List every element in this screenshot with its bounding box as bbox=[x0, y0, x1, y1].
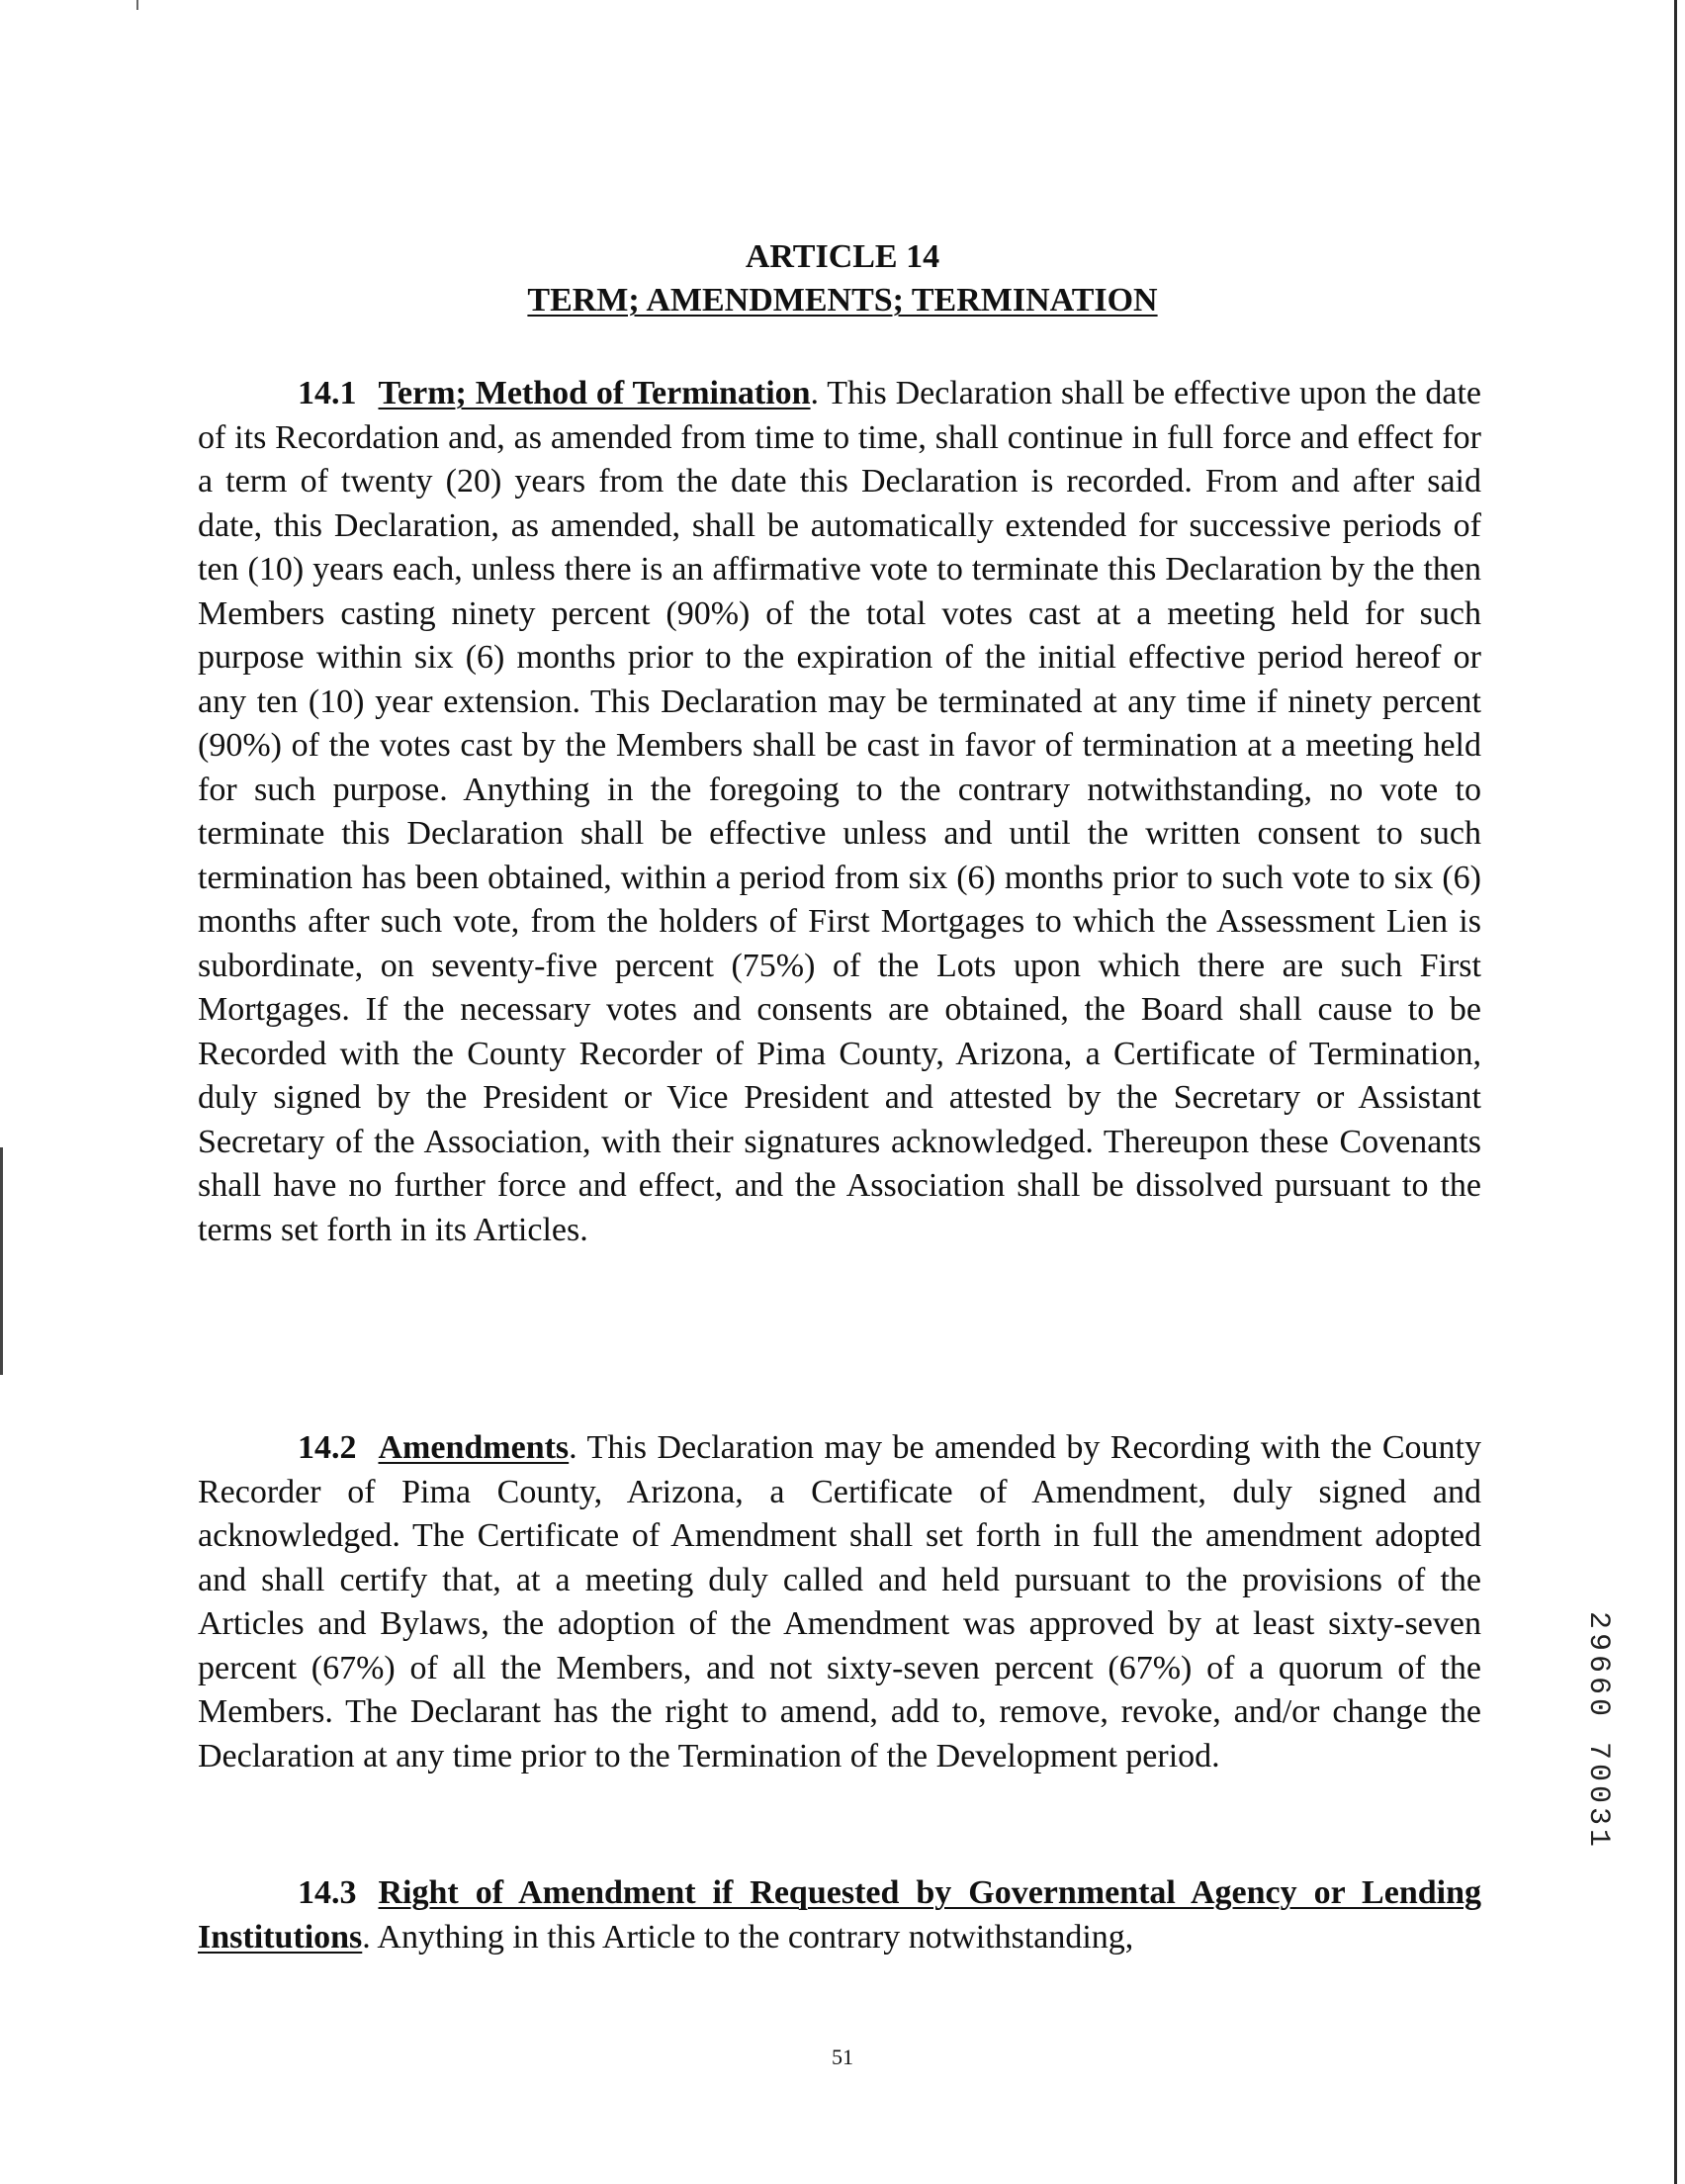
article-number: ARTICLE 14 bbox=[745, 238, 940, 275]
section-14-3 bbox=[198, 1871, 1481, 1959]
scan-left-edge bbox=[0, 1147, 3, 1375]
section-text: This Declaration may be amended by Recording with the County Recorder of Pima County, Arizona, a Certificate of Amendment, duly signed and acknowledged. The Certificate of Amendment shall set forth in full the amendment adopted and shall certify that, at a meeting duly called and held pursuant to the provisions of the Articles and Bylaws, the adoption of the Amendment was approved by at least sixty-seven percent (67%) of all the Members, and not sixty-seven percent (67%) of a quorum of the Members. The Declarant has the right to amend, add to, remove, revoke, and/or change the Declaration at any time prior to the Termination of the Development period. bbox=[198, 1429, 1481, 1774]
article-heading bbox=[0, 235, 1685, 322]
recording-stamp-text: 29660 70031 bbox=[1581, 1610, 1615, 1852]
section-title: Right of Amendment if Requested by Governmental Agency or Lending Institutions bbox=[198, 1874, 1481, 1956]
page-number: 51 bbox=[832, 2045, 853, 2069]
section-title-period: . bbox=[362, 1918, 378, 1956]
section-number: 14.3 bbox=[298, 1874, 357, 1911]
section-title: Amendments bbox=[378, 1429, 570, 1466]
recording-stamp bbox=[1578, 1592, 1618, 1869]
section-text: This Declaration shall be effective upon the date of its Recordation and, as amended from time to time, shall continue in full force and effect for a term of twenty (20) years from the date this Declaration is recorded. From and after said date, this Declaration, as amended, shall be automatically extended for successive periods of ten (10) years each, unless there is an affirmative vote to terminate this Declaration by the then Members casting ninety percent (90%) of the total votes cast at a meeting held for such purpose within six (6) months prior to the expiration of the initial effective period hereof or any ten (10) year extension. This Declaration may be terminated at any time if ninety percent (90%) of the votes cast by the Members shall be cast in favor of termination at a meeting held for such purpose. Anything in the foregoing to the contrary notwithstanding, no vote to terminate this Declaration shall be effective unless and until the written consent to such termination has been obtained, within a period from six (6) months prior to such vote to six (6) months after such vote, from the holders of First Mortgages to which the Assessment Lien is subordinate, on seventy-five percent (75%) of the Lots upon which there are such First Mortgages. If the necessary votes and consents are obtained, the Board shall cause to be Recorded with the County Recorder of Pima County, Arizona, a Certificate of Termination, duly signed by the President or Vice President and attested by the Secretary or Assistant Secretary of the Association, with their signatures acknowledged. Thereupon these Covenants shall have no further force and effect, and the Association shall be dissolved pursuant to the terms set forth in its Articles. bbox=[198, 375, 1481, 1248]
section-text: Anything in this Article to the contrary notwithstanding, bbox=[377, 1918, 1134, 1956]
article-title: TERM; AMENDMENTS; TERMINATION bbox=[527, 282, 1158, 318]
section-title-period: . bbox=[810, 375, 828, 411]
section-14-2 bbox=[198, 1426, 1481, 1778]
scan-corner-mark bbox=[136, 0, 138, 10]
section-14-1 bbox=[198, 372, 1481, 1252]
section-title: Term; Method of Termination bbox=[378, 375, 811, 411]
section-number: 14.2 bbox=[298, 1429, 357, 1466]
section-title-period: . bbox=[569, 1429, 587, 1466]
scan-right-edge bbox=[1674, 0, 1677, 2184]
section-number: 14.1 bbox=[298, 375, 357, 411]
